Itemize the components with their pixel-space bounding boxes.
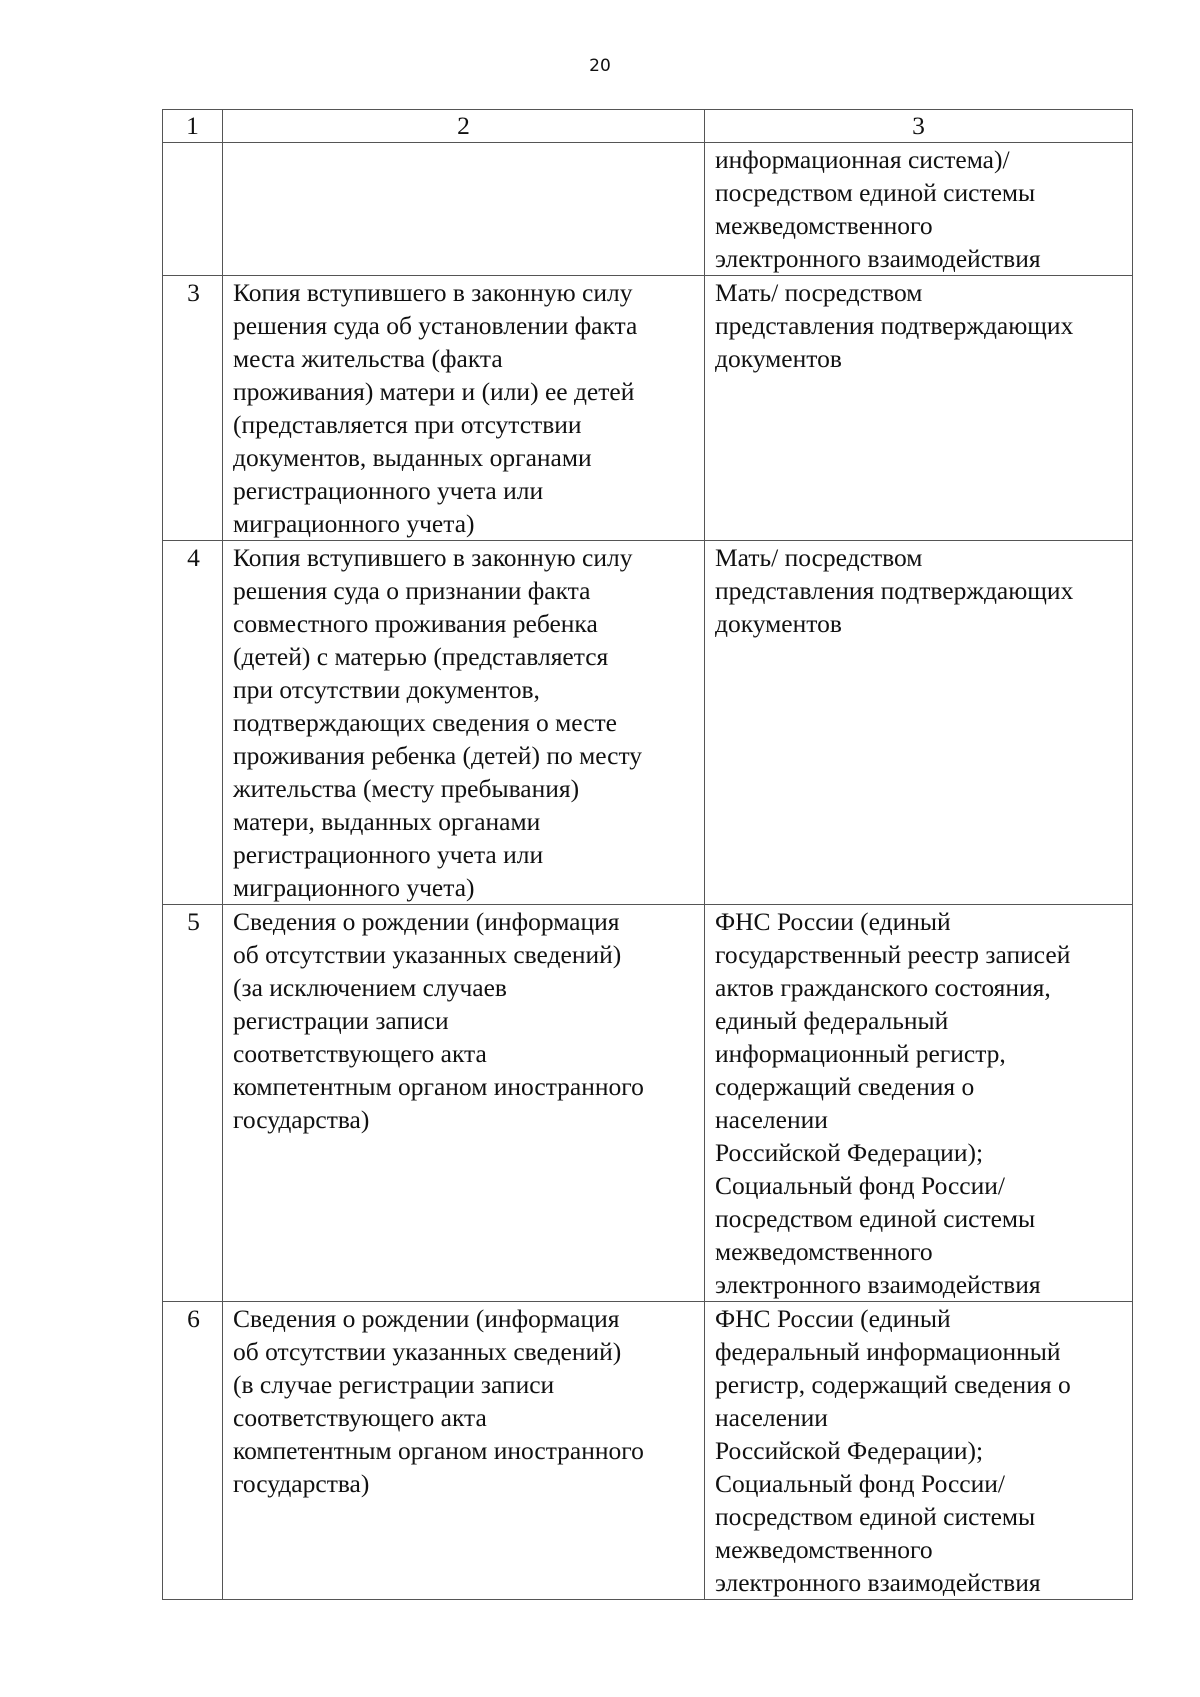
table-row: [163, 905, 1133, 1302]
column-header-3: 3: [705, 110, 1133, 143]
source-cell: [705, 541, 1133, 905]
source-cell: [705, 1302, 1133, 1600]
source-text: ФНС России (единый государственный реестр записей актов гражданского состояния, единый федеральный информационный регистр, содержащий сведения о населении Российской Федерации); Социальный фонд России/ посредством единой системы межведомственного электронного взаимодействия: [715, 907, 1071, 1299]
table-row: [163, 276, 1133, 541]
table-row: [163, 541, 1133, 905]
source-cell: [705, 143, 1133, 276]
document-cell: [223, 143, 705, 276]
document-cell: [223, 541, 705, 905]
column-header-2: 2: [223, 110, 705, 143]
row-number: [163, 143, 223, 276]
row-number: 6: [163, 1302, 223, 1600]
column-header-1: 1: [163, 110, 223, 143]
row-number: 5: [163, 905, 223, 1302]
document-text: Сведения о рождении (информация об отсутствии указанных сведений) (в случае регистрации записи соответствующего акта компетентным органом иностранного государства): [233, 1304, 644, 1498]
row-number: 3: [163, 276, 223, 541]
documents-table: [162, 109, 1133, 1600]
table-row: [163, 143, 1133, 276]
page-number: 20: [589, 56, 611, 76]
source-cell: [705, 905, 1133, 1302]
source-text: Мать/ посредством представления подтверждающих документов: [715, 543, 1074, 638]
source-text: Мать/ посредством представления подтверждающих документов: [715, 278, 1074, 373]
table-header-row: [163, 110, 1133, 143]
source-cell: [705, 276, 1133, 541]
source-text: ФНС России (единый федеральный информационный регистр, содержащий сведения о населении Российской Федерации); Социальный фонд России/ посредством единой системы межведомственного электронного взаимодействия: [715, 1304, 1071, 1597]
source-text: информационная система)/ посредством единой системы межведомственного электронного взаимодействия: [715, 145, 1041, 273]
row-number: 4: [163, 541, 223, 905]
document-cell: [223, 1302, 705, 1600]
table-row: [163, 1302, 1133, 1600]
document-text: Копия вступившего в законную силу решения суда об установлении факта места жительства (факта проживания) матери и (или) ее детей (представляется при отсутствии документов, выданных органами регистрационного учета или миграционного учета): [233, 278, 638, 538]
document-text: Сведения о рождении (информация об отсутствии указанных сведений) (за исключением случаев регистрации записи соответствующего акта компетентным органом иностранного государства): [233, 907, 644, 1134]
document-text: Копия вступившего в законную силу решения суда о признании факта совместного проживания ребенка (детей) с матерью (представляется при отсутствии документов, подтверждающих сведения о месте проживания ребенка (детей) по месту жительства (месту пребывания) матери, выданных органами регистрационного учета или миграционного учета): [233, 543, 643, 902]
document-cell: [223, 905, 705, 1302]
document-cell: [223, 276, 705, 541]
